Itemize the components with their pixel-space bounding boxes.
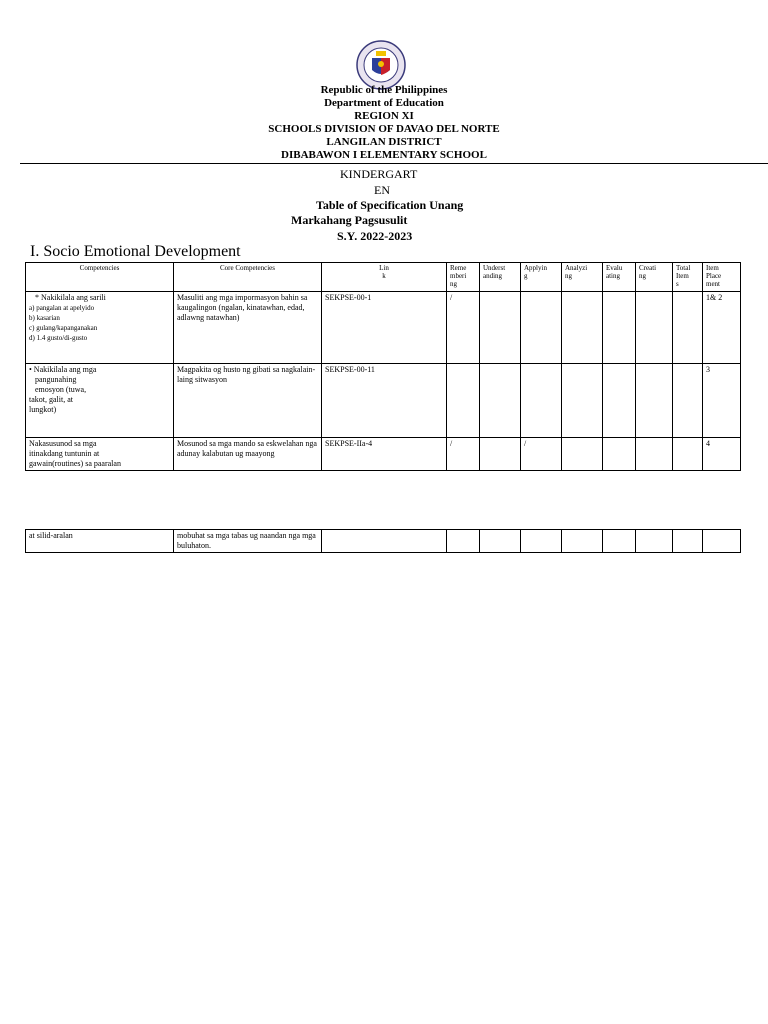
applying-cell bbox=[521, 364, 562, 438]
competency-cell bbox=[26, 292, 174, 364]
item-placement-cell: 4 bbox=[703, 438, 741, 471]
section-title: I. Socio Emotional Development bbox=[30, 243, 241, 260]
table-row bbox=[26, 530, 741, 553]
header-department: Department of Education bbox=[324, 97, 444, 109]
header-divider bbox=[20, 163, 768, 164]
creating-cell bbox=[636, 364, 673, 438]
competency-cell: at silid-aralan bbox=[26, 530, 174, 553]
creating-cell bbox=[636, 292, 673, 364]
understanding-cell bbox=[480, 530, 521, 553]
total-items-cell bbox=[673, 438, 703, 471]
header-evaluating: Evalu ating bbox=[603, 263, 636, 292]
competency-line: emosyon (tuwa, bbox=[35, 385, 87, 394]
remembering-cell bbox=[447, 364, 480, 438]
analyzing-cell bbox=[562, 292, 603, 364]
competency-line: Nakasusunod sa mga bbox=[29, 439, 97, 448]
header-republic: Republic of the Philippines bbox=[320, 84, 448, 96]
creating-cell bbox=[636, 530, 673, 553]
remembering-cell: / bbox=[447, 292, 480, 364]
table-row bbox=[26, 364, 741, 438]
analyzing-cell bbox=[562, 364, 603, 438]
competency-line: • Nakikilala ang mga bbox=[29, 365, 97, 374]
total-items-cell bbox=[673, 364, 703, 438]
understanding-cell bbox=[480, 292, 521, 364]
table-header-row bbox=[26, 263, 741, 292]
header-creating: Creati ng bbox=[636, 263, 673, 292]
competency-line: gawain(routines) sa paaralan bbox=[29, 459, 121, 468]
competency-line: b) kasarian bbox=[29, 314, 60, 322]
header-understanding: Underst anding bbox=[480, 263, 521, 292]
applying-cell bbox=[521, 530, 562, 553]
total-items-cell bbox=[673, 292, 703, 364]
header-link: Lin k bbox=[322, 263, 447, 292]
core-competency-cell: mobuhat sa mga tabas ug naandan nga mga buluhaton. bbox=[174, 530, 322, 553]
evaluating-cell bbox=[603, 438, 636, 471]
item-placement-cell bbox=[703, 530, 741, 553]
core-competency-cell: Masuliti ang mga impormasyon bahin sa kaugalingon (ngalan, kinatawhan, edad, adlawng natawhan) bbox=[174, 292, 322, 364]
header-item-placement: Item Place ment bbox=[703, 263, 741, 292]
understanding-cell bbox=[480, 438, 521, 471]
analyzing-cell bbox=[562, 530, 603, 553]
link-cell: SEKPSE-IIa-4 bbox=[322, 438, 447, 471]
competency-line: d) 1.4 gusto/di-gusto bbox=[29, 334, 88, 342]
link-cell bbox=[322, 530, 447, 553]
title-school-year: S.Y. 2022-2023 bbox=[337, 229, 413, 243]
title-markahang-pagsusulit: Markahang Pagsusulit bbox=[291, 213, 408, 227]
specification-table-continuation bbox=[25, 529, 741, 553]
core-competency-cell: Magpakita og husto ng gibati sa nagkalain-laing sitwasyon bbox=[174, 364, 322, 438]
title-kindergarten-part2: EN bbox=[374, 183, 390, 197]
header-division: SCHOOLS DIVISION OF DAVAO DEL NORTE bbox=[268, 123, 500, 135]
header-analyzing: Analyzi ng bbox=[562, 263, 603, 292]
understanding-cell bbox=[480, 364, 521, 438]
analyzing-cell bbox=[562, 438, 603, 471]
creating-cell bbox=[636, 438, 673, 471]
header-applying: Applyin g bbox=[521, 263, 562, 292]
link-cell: SEKPSE-00-11 bbox=[322, 364, 447, 438]
link-cell: SEKPSE-00-1 bbox=[322, 292, 447, 364]
header-competencies: Competencies bbox=[26, 263, 174, 292]
total-items-cell bbox=[673, 530, 703, 553]
remembering-cell: / bbox=[447, 438, 480, 471]
table-row bbox=[26, 438, 741, 471]
header-total-items: Total Item s bbox=[673, 263, 703, 292]
header-region: REGION XI bbox=[354, 110, 414, 122]
competency-cell bbox=[26, 438, 174, 471]
competency-line: a) pangalan at apelyido bbox=[29, 304, 95, 312]
title-kindergarten-part1: KINDERGART bbox=[340, 167, 418, 181]
header-district: LANGILAN DISTRICT bbox=[326, 136, 442, 148]
table-row bbox=[26, 292, 741, 364]
item-placement-cell: 3 bbox=[703, 364, 741, 438]
evaluating-cell bbox=[603, 292, 636, 364]
deped-seal-icon bbox=[356, 40, 406, 90]
item-placement-cell: 1& 2 bbox=[703, 292, 741, 364]
applying-cell: / bbox=[521, 438, 562, 471]
header-school: DIBABAWON I ELEMENTARY SCHOOL bbox=[281, 149, 487, 161]
competency-line: itinakdang tuntunin at bbox=[29, 449, 100, 458]
competency-line: lungkot) bbox=[29, 405, 57, 414]
evaluating-cell bbox=[603, 530, 636, 553]
header-remembering: Reme mberi ng bbox=[447, 263, 480, 292]
competency-line: c) gulang/kapanganakan bbox=[29, 324, 98, 332]
evaluating-cell bbox=[603, 364, 636, 438]
competency-line: takot, galit, at bbox=[29, 395, 73, 404]
remembering-cell bbox=[447, 530, 480, 553]
specification-table bbox=[25, 262, 741, 471]
core-competency-cell: Mosunod sa mga mando sa eskwelahan nga adunay kalabutan ug maayong bbox=[174, 438, 322, 471]
competency-line: * Nakikilala ang sarili bbox=[35, 293, 106, 302]
header-core-competencies: Core Competencies bbox=[174, 263, 322, 292]
title-table-of-specification: Table of Specification Unang bbox=[316, 198, 464, 212]
competency-line: pangunahing bbox=[35, 375, 77, 384]
applying-cell bbox=[521, 292, 562, 364]
competency-cell bbox=[26, 364, 174, 438]
